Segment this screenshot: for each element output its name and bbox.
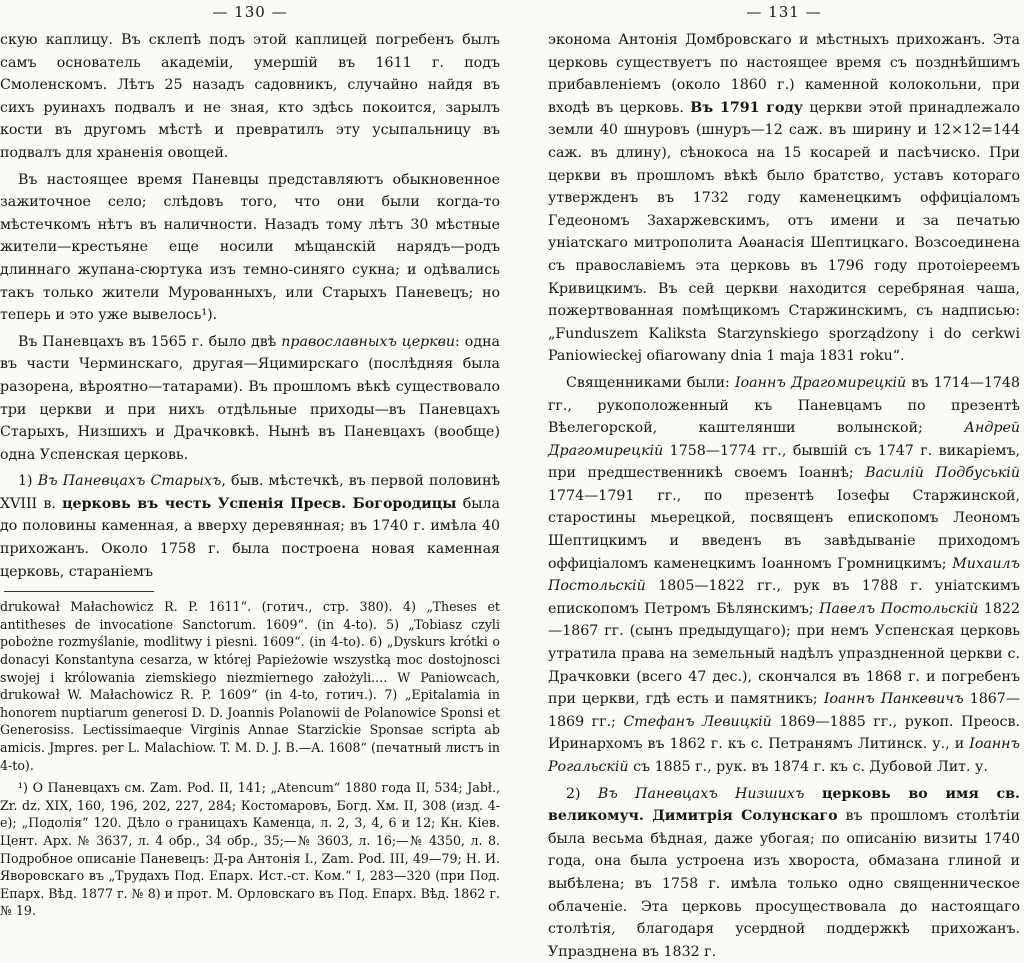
italic-text: Михаилъ Постольскій [548,555,1020,595]
italic-text: Іоаннъ Рогальскій [548,736,1020,775]
paragraph [0,331,500,467]
text-run: , быв. мѣстечкѣ, въ первой половинѣ XVIII в. [0,473,500,512]
text-run: была до половины каменная, а вверху деревянная; въ 1740 г. имѣла 40 прихожанъ. Около 1758 г. была построена новая каменная церковь, стараніемъ [0,495,500,580]
italic-text: Въ Паневцахъ Старыхъ [37,473,222,490]
text-run: эконома Антонія Домбровскаго и мѣстныхъ прихожанъ. Эта церковь существуетъ по настоящее время съ позднѣйшимъ прибавленіемъ (около 1860 г.) каменной колокольни, при входѣ въ церковь. [548,32,1020,116]
paragraph: Въ настоящее время Паневцы представляютъ обыкновенное зажиточное село; слѣдовъ того, что они были когда-то мѣстечкомъ нѣтъ въ наличности. Назадъ тому лѣтъ 30 мѣстные жители—крестьяне еще носили мѣщанскій нарядъ—родъ длиннаго жупана-сюртука изъ темно-синяго сукна; и одѣвались такъ только жители Мурованныхъ, или Старыхъ Паневецъ; но теперь и это уже вывелось¹). [0,171,500,324]
footnote-divider [4,591,154,592]
italic-text: Стефанъ Левицкій [623,713,772,730]
text-run: Священниками были: [566,374,736,391]
paragraph [548,372,1020,779]
paragraph [0,470,500,583]
text-run: 1867—1869 гг.; [548,691,1021,730]
text-run: Въ Паневцахъ въ 1565 г. было двѣ [18,333,282,350]
text-run: 1758—1774 гг., бывшій съ 1747 г. викаріемъ, при предшественникѣ своемъ Іоаннѣ; [548,442,1020,482]
text-run: въ 1714—1748 гг., рукоположенный къ Паневцамъ по презентѣ Вѣелегорской, каштелянши волынской; [548,374,1020,437]
italic-text: Андрей Драгомирецкій [548,420,1020,459]
footnotes [0,598,500,920]
footnote: drukował Małachowicz R. P. 1611“. (готич., стр. 380). 4) „Theses et antitheses de invocatione Sanctorum. 1609“. (in 4-to). 5) „Tobiasz czyli pobożne rozmyślanie, modlitwy i piesni. 1609“. (in 4-to). 6) „Dyskurs krótki o donacyi Konstantyna cesarza, w której Papieżowie wszystką moc dostojnosci swojej i królowania ziemskiego niezmiernego założyli.... W Paniowcach, drukował W. Małachowicz R. P. 1609“ (in 4-to, готич.). 7) „Epitalamia in honorem nuptiarum generosi D. D. Joannis Polanowii de Polanowice Sponsi et Generosiss. Lectissimaeque Virginis Annae Starzickie Sponsae scripta ab amicis. Jmpres. per L. Malachiow. T. M. D. J. B.—A. 1608“ (печатный листъ in 4-to). [0,599,500,773]
bold-text: Въ 1791 году [690,99,803,116]
italic-text: Василій Подбуській [865,465,1020,482]
text-run: 2) [566,785,598,802]
text-run: 1869—1885 гг., рукоп. Преосв. Иринархомъ въ 1862 г. къ с. Петранямъ Литинск. у., и [548,713,1020,753]
italic-text: Іоаннъ Драгомирецкій [735,374,907,391]
paragraph [548,783,1020,963]
paragraph [548,29,1020,368]
left-page [0,0,500,919]
text-run: церкви этой принадлежало земли 40 шнуровъ (шнуръ—12 саж. въ ширину и 12×12=144 саж. въ длину), сѣнокоса на 15 косарей и пасѣчиско. При церкви въ прошломъ вѣкѣ было братство, уставъ котораго утвержденъ въ 1732 году каменецкимъ оффиціаломъ Гедеономъ Захаржевскимъ, отъ имени и за печатью уніатскаго митрополита Аѳанасія Шептицкаго. Возсоединена съ православіемъ эта церковь въ 1796 году протоіереемъ Кривицкимъ. Въ сей церкви находится серебряная чаша, пожертвованная помѣщикомъ Старжинскимъ, съ надписью: „Funduszem Kaliksta Starzynskiego sporządzony i do cerkwi Paniowieckej ofiarowany dnia 1 maja 1831 roku“. [548,99,1020,365]
text-run: 1822—1867 гг. (сынъ предыдущаго); при немъ Успенская церковь утратила права на земельный надѣлъ упраздненной церкви с. Драчковки (всего 47 дес.), скончался въ 1868 г. и погребенъ при церкви, гдѣ есть и памятникъ; [548,600,1020,708]
italic-text: Павелъ Постольскій [819,600,979,617]
bold-text: церковь въ честь Успенія Пресв. Богородицы [62,495,457,512]
right-page [548,0,1021,960]
text-run: въ прошломъ столѣтіи была весьма бѣдная, даже убогая; по описанію визиты 1740 года, она была устроена изъ хвороста, обмазана глиной и выбѣлена; въ 1758 г. имѣла только одно священническое облаченіе. Эта церковь просуществовала до настоящаго столѣтія, благодаря усердной поддержкѣ прихожанъ. Упразднена въ 1832 г. [548,808,1020,960]
page-number: — 130 — [212,3,288,21]
paragraph: скую каплицу. Въ склепѣ подъ этой каплицей погребенъ былъ самъ основатель академіи, умершій въ 1611 г. подъ Смоленскомъ. Лѣтъ 25 назадъ садовникъ, случайно найдя въ сихъ руинахъ подвалъ и не зная, кто здѣсь покоится, зарылъ кости въ другомъ мѣстѣ и превратилъ эту усыпальницу въ подвалъ для храненія овощей. [0,32,500,161]
text-run: 1) [18,473,38,490]
footnote: ¹) О Паневцахъ см. Zam. Pod. II, 141; „Atencum“ 1880 года II, 534; Jabł., Zr. dz. XIX, 160, 196, 202, 227, 284; Костомаровъ, Богд. Хм. II, 308 (изд. 4-е); „Подолія“ 120. Дѣло о границахъ Каменца, л. 2, 3, 4, 6 и 12; Кн. Кіев. Цент. Арх. № 3637, л. 4 обр., 34 обр., 35;—№ 3603, л. 16;—№ 4350, л. 8. Подробное описаніе Паневецъ: Д-ра Антонія I., Zam. Pod. III, 49—79; Н. И. Яворовскаго въ „Трудахъ Под. Епарх. Ист.-ст. Ком.“ I, 283—320 (при Под. Епарх. Вѣд. 1877 г. № 8) и прот. М. Орловскаго въ Под. Епарх. Вѣд. 1862 г. № 19. [0,780,500,919]
page-number: — 131 — [746,3,822,21]
italic-text: православныхъ церкви [281,333,456,350]
main-text [548,29,1020,963]
text-run: 1774—1791 гг., по презентѣ Іозефы Старжинской, старостины мьерецкой, посвященъ епископомъ Леономъ Шептицкимъ и введенъ въ завѣдываніе приходомъ оффиціаломъ каменецкимъ Іоанномъ Громницкимъ; [548,487,1020,572]
text-run: 1805—1822 гг., рук въ 1788 г. уніатскимъ епископомъ Петромъ Бѣлянскимъ; [548,578,1020,617]
bold-text: церковь во имя св. великомуч. Димитрія Солунскаго [548,785,1020,825]
text-run: : одна въ части Черминскаго, другая—Яцимирскаго (послѣдняя была разорена, вѣроятно—татарами). Въ прошломъ вѣкѣ существовало три церкви и при нихъ отдѣльные приходы—въ Паневцахъ Старыхъ, Низшихъ и Драчковкѣ. Нынѣ въ Паневцахъ (вообще) одна Успенская церковь. [0,333,500,463]
text-run: съ 1885 г., рук. въ 1874 г. къ с. Дубовой Лит. у. [628,759,988,775]
italic-text: Іоаннъ Панкевичъ [823,691,964,708]
italic-text: Въ Паневцахъ Низшихъ [597,785,805,802]
main-text [0,29,500,583]
